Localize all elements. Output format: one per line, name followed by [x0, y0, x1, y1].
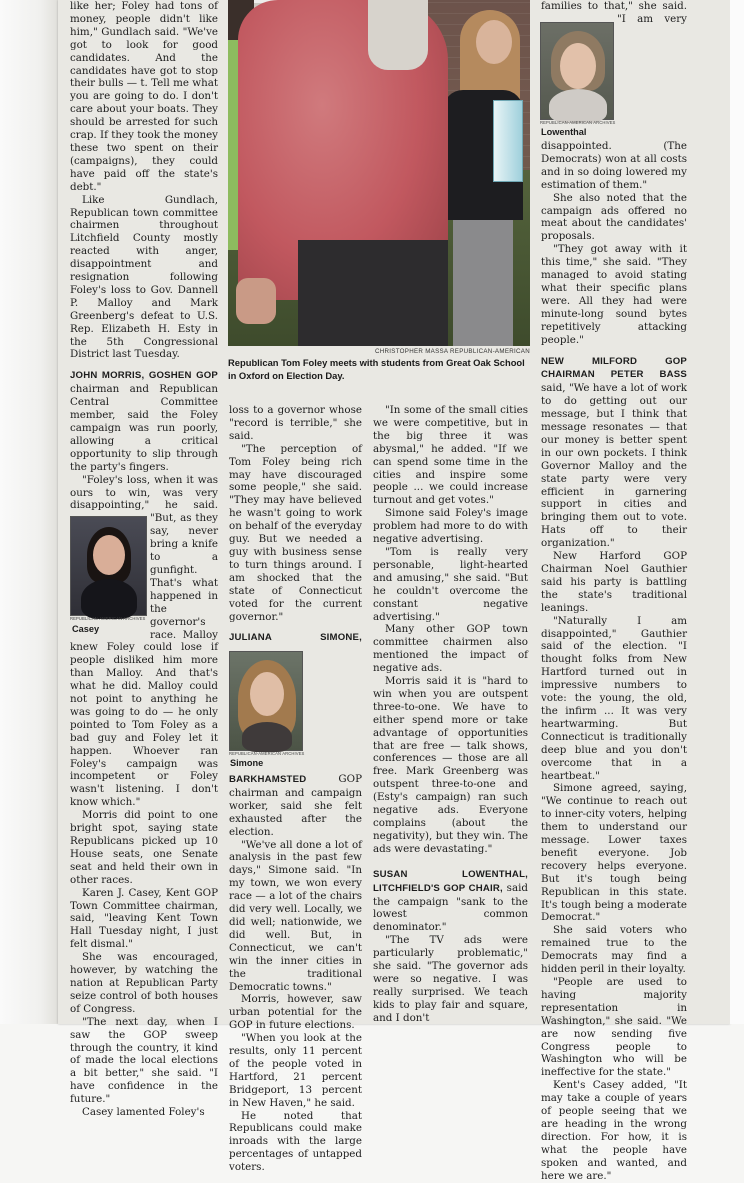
student-cup	[493, 100, 523, 182]
paragraph: He noted that Republicans could make inroads with the large percentages of untapped voters.	[229, 1109, 362, 1174]
paragraph: "We've all done a lot of analysis in the past few days," Simone said. "In my town, we won every race — a lot of the chairs did very well. Locally, we did well; nationwide, we did well. But, in Connecticut, we can't win the inner cities in the traditional Democratic towns."	[229, 838, 362, 993]
paragraph: JULIANA SIMONE, BARKHAMSTED GOP chairman and campaign worker, said she felt exhausted after the election.	[229, 632, 362, 838]
paragraph: Morris said it is "hard to win when you are outspent three-to-one. We have to either spend more or take advantage of opportunities that are free — talk shows, conferences — those are all free. Mark Greenberg was outspent three-to-one and (Esty's campaign) ran such negative ads. Everyone complains (about the negativity), but they win. The ads were devastating."	[373, 675, 528, 855]
student-face	[476, 20, 512, 64]
paragraph: families to that," she said. "I am very disappointed. (The Democrats) won at all costs and in so doing lowered my estimation of them."	[541, 0, 687, 191]
paragraph: SUSAN LOWENTHAL, LITCHFIELD'S GOP CHAIR, said the campaign "sank to the lowest common denominator."	[373, 868, 528, 934]
paragraph: "Naturally I am disappointed," Gauthier said of the election. "I thought folks from New Hartford turned out in impressive numbers to vote: the young, the old, the infirm ... It was very heartwarming. But Connecticut is traditionally deep blue and you don't overcome that in a heartbeat."	[541, 614, 687, 782]
paragraph: "Tom is really very personable, light-hearted and amusing," she said. "But he couldn't overcome the constant negative advertising."	[373, 545, 528, 623]
paragraph: Many other GOP town committee chairmen also mentioned the impact of negative ads.	[373, 623, 528, 675]
foley-pants	[298, 240, 448, 346]
casey-photo-credit: REPUBLICAN-AMERICAN ARCHIVES	[70, 616, 146, 621]
simone-photo-name: Simone	[230, 758, 264, 768]
paragraph: "When you look at the results, only 11 percent of the people voted in Hartford, 21 percent Bridgeport, 13 percent in New Haven," he said.	[229, 1032, 362, 1109]
simone-photo	[229, 651, 303, 751]
paragraph: Like Gundlach, Republican town committee chairmen throughout Litchfield County mostly reacted with anger, disappointment and resignation following Foley's loss to Gov. Dannell P. Malloy and Mark Greenberg's defeat to U.S. Rep. Elizabeth H. Esty in the 5th Congressional District last Tuesday.	[70, 193, 218, 361]
paragraph: "The next day, when I saw the GOP sweep through the country, it kind of made the local elections a bit better," she said. "I have confidence in the future."	[70, 1015, 218, 1106]
paragraph: Morris, however, saw urban potential for the GOP in future elections.	[229, 993, 362, 1032]
paragraph: She also noted that the campaign ads offered no meat about the candidates' proposals.	[541, 191, 687, 243]
photo-caption: Republican Tom Foley meets with students from Great Oak School in Oxford on Election Day.	[228, 357, 525, 381]
paragraph: She was encouraged, however, by watching the nation at Republican Party seize control of both houses of Congress.	[70, 951, 218, 1015]
article-column-1	[70, 0, 218, 1119]
lead-in: JULIANA SIMONE, BARKHAMSTED	[229, 632, 362, 785]
paragraph: "People are used to having majority representation in Washington," she said. "We are now sending five Congress people to Washington who will be ineffective for the state."	[541, 976, 687, 1079]
scan-right-margin	[730, 0, 744, 1024]
paragraph: "Foley's loss, when it was ours to win, was very disappointing," he said. "But, as they say, never bring a knife to a gunfight. That's what happened in the governor's race. Malloy knew Foley could lose if people disliked him more than Malloy. And that's what he did. Malloy could not point to anything he was going to do — he only pointed to Tom Foley as a bad guy and Foley let it happen. Whoever ran Foley's campaign was incompetent or Foley wasn't listening. I don't know which."	[70, 473, 218, 809]
lead-in: SUSAN LOWENTHAL, LITCHFIELD'S GOP CHAIR,	[373, 868, 528, 894]
lead-in: JOHN MORRIS, GOSHEN GOP	[70, 370, 218, 382]
photo-spacer	[541, 22, 617, 140]
paragraph: Simone said Foley's image problem had more to do with negative advertising.	[373, 507, 528, 546]
foley-collar	[368, 0, 428, 70]
article-column-3	[373, 404, 528, 1024]
lowenthal-photo-credit: REPUBLICAN-AMERICAN ARCHIVES	[540, 120, 616, 125]
paragraph: Kent's Casey added, "It may take a couple of years of people seeing that we are heading in the wrong direction. For how, it is what the people have spoken and wanted, and here we are."	[541, 1079, 687, 1182]
paragraph: "The perception of Tom Foley being rich may have discouraged some people," she said. "They may have believed he wasn't going to work on behalf of the everyday guy. But we needed a guy with business sense to turn things around. I am shocked that the state of Connecticut voted for the current governor."	[229, 442, 362, 623]
photo-credit: CHRISTOPHER MASSA REPUBLICAN-AMERICAN	[374, 348, 530, 355]
paragraph: NEW MILFORD GOP CHAIRMAN PETER BASS said, "We have a lot of work to do getting out our message, but I think that message resonates — that our money is better spent in our own pockets. I think Governor Malloy and the state party were very efficient in garnering support in cities and bringing them out to vote. Hats off to their organization."	[541, 355, 687, 550]
foley-hand	[236, 278, 276, 324]
casey-photo-name: Casey	[72, 624, 100, 634]
foley-photo	[228, 0, 530, 346]
paragraph: JOHN MORRIS, GOSHEN GOP chairman and Republican Central Committee member, said the Foley campaign was run poorly, allowing a critical opportunity to slip through the party's fingers.	[70, 370, 218, 473]
scan-left-margin	[0, 0, 58, 1024]
paragraph: like her; Foley had tons of money, people didn't like him," Gundlach said. "We've got to look for good candidates. And the candidates have got to stop their bulls — t. Tell me what you are going to do. I don't care about your boats. They should be arrested for such crap. If they took the money these two spent on their (campaigns), they could have paid off the state's debt."	[70, 0, 218, 193]
paragraph: "In some of the small cities we were competitive, but in the big three it was abysmal," he added. "If we can spend some time in the cities and inspire some people ... we could increase turnout and get votes."	[373, 404, 528, 507]
paragraph: Simone agreed, saying, "We continue to reach out to inner-city voters, helping them to understand our message. Lower taxes benefit everyone. Job recovery helps everyone. But it's tough being Republican in this state. It's tough being a moderate Democrat."	[541, 782, 687, 924]
paragraph: "The TV ads were particularly problematic," she said. "The governor ads were so negative. I was really surprised. We teach kids to play fair and square, and I don't	[373, 934, 528, 1024]
lowenthal-photo-name: Lowenthal	[541, 127, 587, 137]
student-jeans	[453, 220, 513, 346]
paragraph: Karen J. Casey, Kent GOP Town Committee chairman, said, "leaving Kent Town Hall Tuesday night, I just felt dismal."	[70, 886, 218, 951]
simone-photo-credit: REPUBLICAN-AMERICAN ARCHIVES	[229, 751, 305, 756]
paragraph: Morris did point to one bright spot, saying state Republicans picked up 10 House seats, one Senate seat and held their own in other races.	[70, 809, 218, 886]
article-column-4	[541, 0, 687, 1182]
paragraph: loss to a governor whose "record is terrible," she said.	[229, 404, 362, 442]
paragraph: "They got away with it this time," she said. "They managed to avoid stating what their specific plans were. All they had were minute-long sound bytes repetitively attacking people."	[541, 243, 687, 346]
paragraph: Casey lamented Foley's	[82, 1106, 205, 1119]
lead-in: NEW MILFORD GOP CHAIRMAN PETER BASS	[541, 355, 687, 381]
paragraph: She said voters who remained true to the Democrats may find a hidden peril in their loyalty.	[541, 924, 687, 976]
paragraph: New Harford GOP Chairman Noel Gauthier said his party is battling the state's traditional leanings.	[541, 550, 687, 614]
casey-photo	[70, 516, 147, 616]
